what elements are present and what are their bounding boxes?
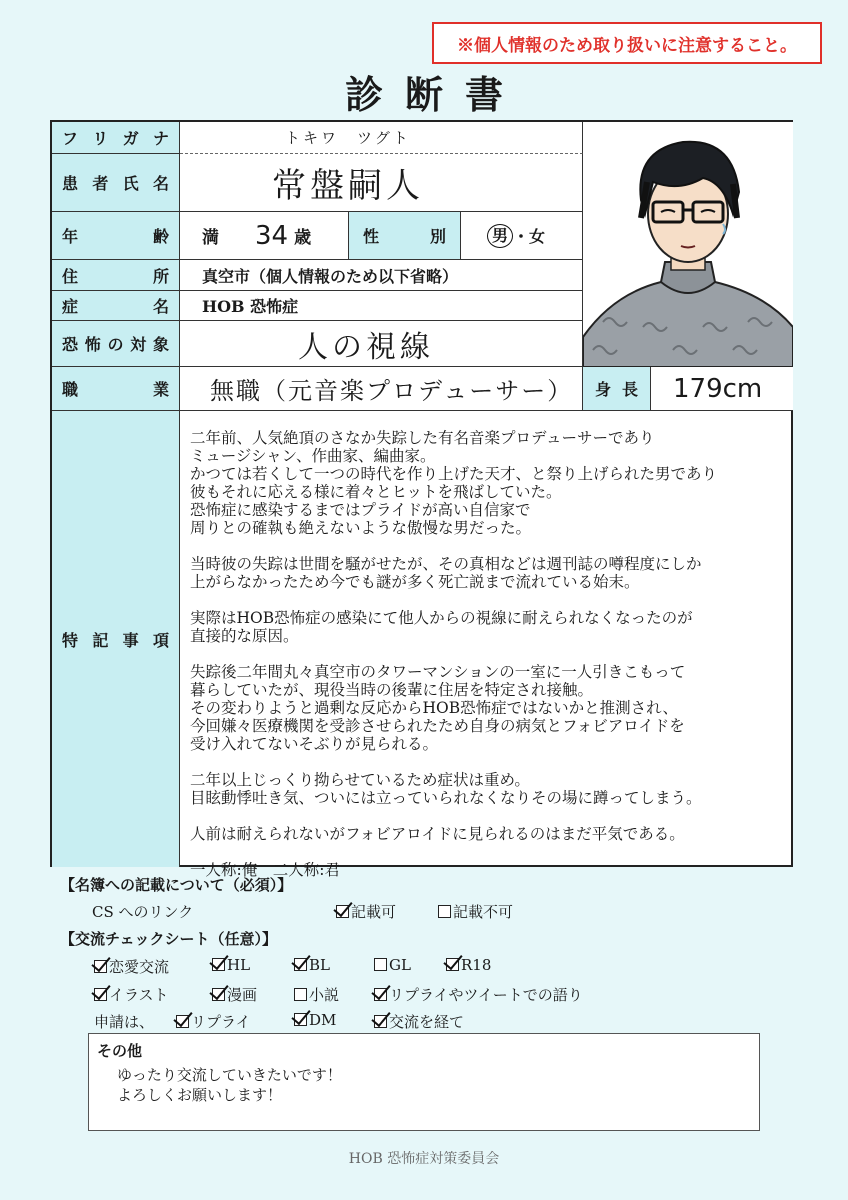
height-label	[583, 367, 651, 411]
character-portrait	[583, 122, 793, 368]
checkbox-box[interactable]	[294, 988, 307, 1001]
checkbox-box[interactable]	[374, 1015, 387, 1028]
checkbox-label: 記載不可	[453, 903, 514, 921]
checkbox-label: リプライ	[191, 1013, 251, 1031]
checkbox-registry-allowed[interactable]	[336, 901, 396, 922]
other-line-2: よろしくお願いします！	[117, 1086, 283, 1104]
fear-target-value: 人の視線	[180, 321, 583, 367]
checkbox-label: 小説	[309, 986, 340, 1004]
checkbox-box[interactable]	[336, 905, 349, 918]
checkbox-label: 漫画	[227, 986, 258, 1004]
checkbox-box[interactable]	[94, 988, 107, 1001]
label-char: 齢	[152, 227, 169, 246]
label-char: 名	[152, 297, 169, 316]
age-number: 34	[255, 220, 289, 251]
label-char: 症	[62, 297, 79, 316]
label-char: フ	[62, 129, 79, 148]
checkbox-label: HL	[227, 956, 251, 974]
sex-male-circled: 男	[487, 224, 513, 248]
checkbox-box[interactable]	[438, 905, 451, 918]
label-char: 年	[62, 227, 79, 246]
address-value: 真空市（個人情報のため以下省略）	[180, 260, 583, 291]
checkbox-manga[interactable]	[212, 984, 257, 1005]
checkbox-box[interactable]	[294, 1013, 307, 1026]
checkbox-apply-reply[interactable]	[176, 1011, 251, 1032]
checkbox-label: 恋愛交流	[109, 958, 170, 976]
checkbox-illust[interactable]	[94, 984, 169, 1005]
checkbox-bl[interactable]	[294, 956, 330, 974]
registry-heading: 【名簿への記載について（必須）】	[60, 876, 293, 894]
checkbox-box[interactable]	[94, 960, 107, 973]
checkbox-gl[interactable]	[374, 956, 411, 974]
label-char: リ	[92, 129, 109, 148]
checkbox-label: GL	[389, 956, 411, 974]
diagnosis-form	[50, 120, 793, 879]
label-char: 記	[92, 630, 109, 650]
label-char: 氏	[122, 174, 139, 193]
patient-name: 常盤嗣人	[180, 154, 583, 212]
checkbox-box[interactable]	[446, 958, 459, 971]
furigana-value: トキワ ツグト	[180, 122, 583, 154]
label-char: 住	[62, 266, 79, 286]
disease-value: HOB 恐怖症	[180, 291, 583, 321]
checkbox-box[interactable]	[176, 1015, 189, 1028]
occupation-value: 無職（元音楽プロデューサー）	[180, 367, 583, 411]
other-line-1: ゆったり交流していきたいです！	[117, 1066, 342, 1084]
label-char: 別	[429, 227, 446, 246]
checkbox-apply-after-exchange[interactable]	[374, 1011, 464, 1032]
age-value	[180, 212, 349, 260]
age-label	[52, 212, 180, 260]
footer-organization: HOB 恐怖症対策委員会	[348, 1151, 500, 1167]
checkbox-r18[interactable]	[446, 956, 491, 974]
checkbox-label: DM	[309, 1011, 337, 1029]
checkbox-label: BL	[309, 956, 330, 974]
other-heading: その他	[97, 1042, 143, 1060]
other-box	[88, 1033, 760, 1131]
privacy-notice: ※個人情報のため取り扱いに注意すること。	[432, 22, 822, 64]
portrait-illustration	[583, 122, 793, 367]
label-char: 所	[152, 266, 169, 286]
checkbox-box[interactable]	[294, 958, 307, 971]
address-label	[52, 260, 180, 291]
label-char: 患	[62, 174, 79, 193]
cs-link-label[interactable]: CS へのリンク	[92, 903, 194, 921]
label-char: 性	[363, 227, 380, 246]
checkbox-romance[interactable]	[94, 956, 169, 977]
notes-text: 二年前、人気絶頂のさなか失踪した有名音楽プロデューサーであり ミュージシャン、作曲家、編曲家。 かつては若くして一つの時代を作り上げた天才、と祭り上げられた男であり 彼もそれに応える様に着々とヒットを飛ばしていた。 恐怖症に感染するまではプライドが高い自信家で 周りとの確執も絶えないような傲慢な男だった。 当時彼の失踪は世間を騒がせたが、その真相などは週刊誌の噂程度にしか 上がらなかったため今でも謎が多く死亡説まで流れている始末。 実際はHOB恐怖症の感染にて他人からの視線に耐えられなくなったのが 直接的な原因。 失踪後二年間丸々真空市のタワーマンションの一室に一人引きこもって 暮らしていたが、現役当時の後輩に住居を特定され接触。 その変わりようと過剰な反応からHOB恐怖症ではないかと推測され、 今回嫌々医療機関を受診させられたため自身の病気とフォビアロイドを 受け入れてないそぶりが見られる。 二年以上じっくり拗らせているため症状は重め。 目眩動悸吐き気、ついには立っていられなくなりその場に蹲ってしまう。 人前は耐えられないがフォビアロイドに見られるのはまだ平気である。 一人称:俺 二人称:君	[190, 429, 718, 879]
name-label	[52, 154, 180, 212]
exchange-heading: 【交流チェックシート（任意）】	[60, 930, 278, 948]
checkbox-box[interactable]	[374, 988, 387, 1001]
height-value: 179cm	[651, 367, 793, 411]
checkbox-label: 交流を経て	[389, 1013, 465, 1031]
label-char: 恐	[62, 335, 79, 354]
sex-female: 女	[529, 227, 546, 246]
label-char: 象	[152, 335, 169, 354]
checkbox-label: 記載可	[351, 903, 397, 921]
label-char: 長	[621, 380, 638, 399]
fear-target-label	[52, 321, 180, 367]
furigana-label	[52, 122, 180, 154]
checkbox-label: リプライやツイートでの語り	[389, 986, 583, 1004]
label-char: 怖	[84, 335, 101, 354]
checkbox-apply-dm[interactable]	[294, 1011, 336, 1029]
label-char: 項	[152, 630, 169, 650]
age-prefix: 満	[202, 228, 219, 248]
label-char: 特	[62, 630, 79, 650]
sex-value	[461, 212, 583, 260]
label-char: ガ	[122, 129, 139, 148]
checkbox-label: イラスト	[109, 986, 169, 1004]
label-char: 対	[130, 335, 147, 354]
checkbox-registry-denied[interactable]	[438, 901, 513, 922]
disease-label	[52, 291, 180, 321]
page-title: 診断書	[344, 72, 525, 117]
checkbox-novel[interactable]	[294, 984, 339, 1005]
label-char: 業	[152, 380, 169, 399]
sex-separator: ・	[513, 227, 530, 246]
label-char: 事	[122, 630, 139, 650]
checkbox-hl[interactable]	[212, 956, 250, 974]
checkbox-label: R18	[461, 956, 492, 974]
label-char: ナ	[152, 129, 169, 148]
notes-label	[52, 411, 180, 867]
checkbox-box[interactable]	[212, 988, 225, 1001]
occupation-label	[52, 367, 180, 411]
apply-label: 申請は、	[94, 1013, 155, 1031]
checkbox-box[interactable]	[212, 958, 225, 971]
sex-label	[349, 212, 461, 260]
checkbox-box[interactable]	[374, 958, 387, 971]
age-unit: 歳	[294, 228, 312, 248]
label-char: 名	[152, 174, 169, 193]
label-char: 職	[62, 380, 79, 399]
label-char: の	[107, 335, 124, 354]
label-char: 身	[595, 380, 612, 399]
label-char: 者	[92, 174, 109, 193]
checkbox-reply-tweet[interactable]	[374, 984, 583, 1005]
